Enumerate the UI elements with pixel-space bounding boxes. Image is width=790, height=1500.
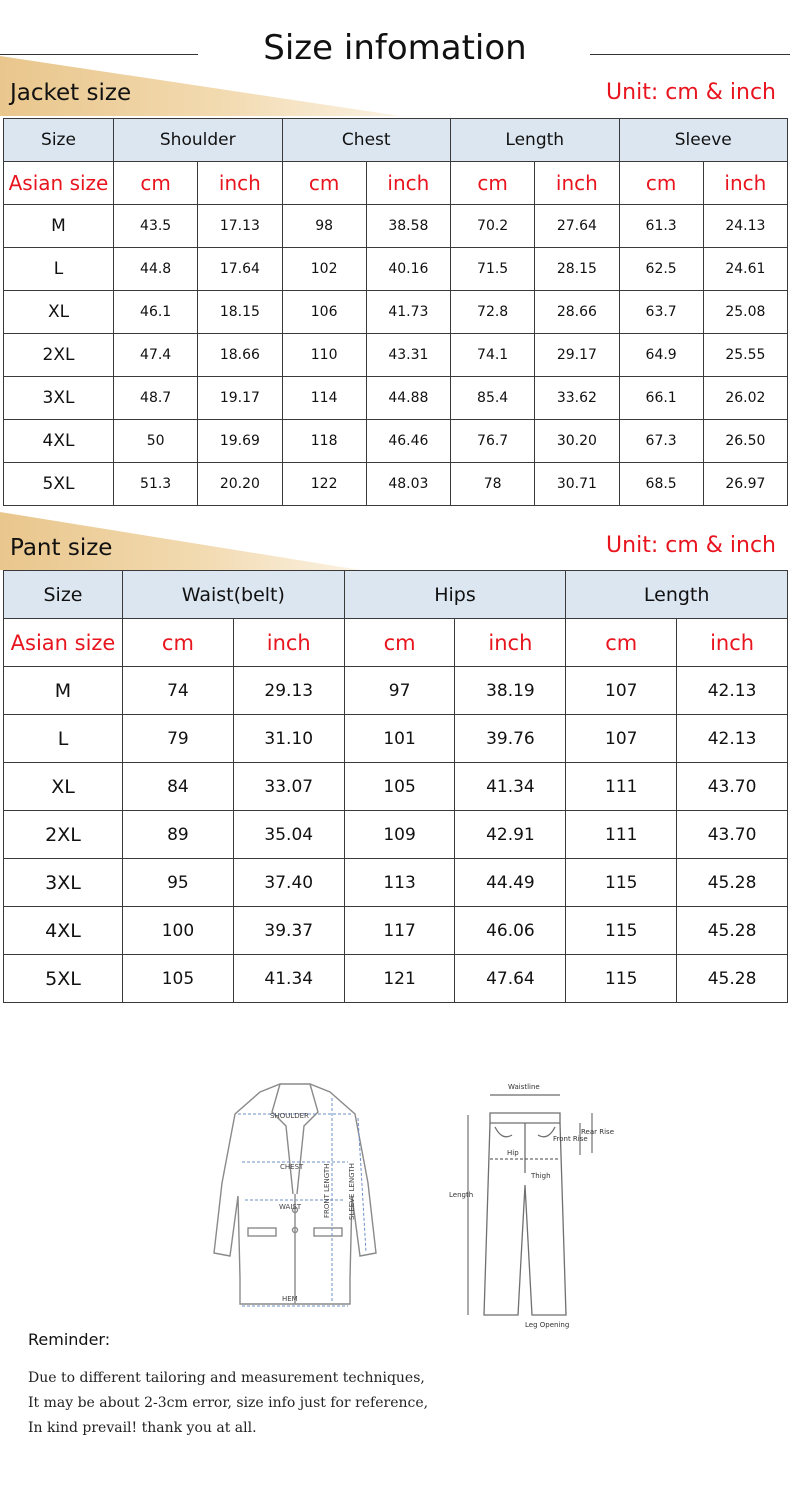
table-header-row [4,119,788,162]
jacket-pocket-left [248,1228,276,1236]
header-waist: Waist(belt) [123,571,345,619]
value-cell: 24.61 [703,248,787,291]
value-cell: 30.71 [535,463,619,506]
table-row [4,205,788,248]
size-cell: XL [4,291,114,334]
label-sleeve-length: SLEEVE LENGTH [348,1163,356,1220]
unit-cell: inch [198,162,282,205]
value-cell: 115 [566,859,677,907]
value-cell: 38.58 [366,205,450,248]
label-front-rise: Front Rise [553,1135,588,1143]
sleeve-length-measure-line [358,1118,366,1252]
value-cell: 63.7 [619,291,703,334]
value-cell: 47.4 [114,334,198,377]
size-cell: M [4,205,114,248]
jacket-section-label: Jacket size [10,80,132,106]
value-cell: 111 [566,811,677,859]
value-cell: 109 [344,811,455,859]
reminder-line: It may be about 2-3cm error, size info just for reference, [28,1395,429,1411]
value-cell: 19.69 [198,420,282,463]
unit-cell: inch [677,619,788,667]
unit-cell: inch [535,162,619,205]
value-cell: 17.13 [198,205,282,248]
value-cell: 97 [344,667,455,715]
value-cell: 39.37 [233,907,344,955]
value-cell: 78 [451,463,535,506]
value-cell: 62.5 [619,248,703,291]
jacket-measurement-diagram [200,1078,390,1313]
asian-size-label: Asian size [4,619,123,667]
value-cell: 117 [344,907,455,955]
value-cell: 106 [282,291,366,334]
table-row [4,811,788,859]
header-chest: Chest [282,119,451,162]
value-cell: 33.62 [535,377,619,420]
unit-cell: inch [455,619,566,667]
value-cell: 114 [282,377,366,420]
value-cell: 113 [344,859,455,907]
size-cell: L [4,248,114,291]
asian-size-label: Asian size [4,162,114,205]
jacket-unit-label: Unit: cm & inch [606,80,776,105]
unit-cell: cm [344,619,455,667]
value-cell: 29.17 [535,334,619,377]
value-cell: 115 [566,907,677,955]
value-cell: 18.15 [198,291,282,334]
size-cell: XL [4,763,123,811]
unit-cell: cm [114,162,198,205]
size-cell: 3XL [4,859,123,907]
unit-cell: cm [566,619,677,667]
value-cell: 42.91 [455,811,566,859]
value-cell: 68.5 [619,463,703,506]
value-cell: 26.02 [703,377,787,420]
table-row [4,334,788,377]
value-cell: 20.20 [198,463,282,506]
table-row [4,955,788,1003]
table-row [4,377,788,420]
unit-cell: cm [619,162,703,205]
value-cell: 61.3 [619,205,703,248]
value-cell: 44.49 [455,859,566,907]
value-cell: 42.13 [677,667,788,715]
value-cell: 45.28 [677,859,788,907]
value-cell: 44.8 [114,248,198,291]
label-hip: Hip [507,1149,519,1157]
value-cell: 47.64 [455,955,566,1003]
value-cell: 111 [566,763,677,811]
jacket-size-table [3,118,788,506]
value-cell: 95 [123,859,234,907]
size-cell: 2XL [4,334,114,377]
jacket-lapel-right [297,1084,318,1194]
size-cell: 4XL [4,907,123,955]
header-shoulder: Shoulder [114,119,283,162]
value-cell: 42.13 [677,715,788,763]
header-size: Size [4,119,114,162]
label-thigh: Thigh [531,1172,551,1180]
value-cell: 19.17 [198,377,282,420]
size-cell: 5XL [4,463,114,506]
label-front-length: FRONT LENGTH [323,1163,331,1218]
value-cell: 110 [282,334,366,377]
label-waistline: Waistline [508,1083,540,1091]
unit-cell: inch [233,619,344,667]
reminder-line: Due to different tailoring and measurement techniques, [28,1370,425,1386]
size-cell: 2XL [4,811,123,859]
value-cell: 76.7 [451,420,535,463]
unit-cell: inch [366,162,450,205]
value-cell: 43.70 [677,811,788,859]
value-cell: 26.97 [703,463,787,506]
table-row [4,859,788,907]
value-cell: 45.28 [677,955,788,1003]
value-cell: 105 [344,763,455,811]
value-cell: 33.07 [233,763,344,811]
value-cell: 18.66 [198,334,282,377]
label-rear-rise: Rear Rise [581,1128,615,1136]
value-cell: 100 [123,907,234,955]
unit-row [4,619,788,667]
label-chest: CHEST [280,1163,304,1171]
table-header-row [4,571,788,619]
header-size: Size [4,571,123,619]
value-cell: 44.88 [366,377,450,420]
value-cell: 70.2 [451,205,535,248]
value-cell: 84 [123,763,234,811]
value-cell: 48.7 [114,377,198,420]
value-cell: 35.04 [233,811,344,859]
value-cell: 46.06 [455,907,566,955]
unit-cell: inch [703,162,787,205]
value-cell: 25.55 [703,334,787,377]
table-row [4,463,788,506]
unit-row [4,162,788,205]
label-hem: HEM [282,1295,298,1303]
value-cell: 46.1 [114,291,198,334]
value-cell: 28.66 [535,291,619,334]
header-length: Length [566,571,788,619]
value-cell: 46.46 [366,420,450,463]
value-cell: 26.50 [703,420,787,463]
table-row [4,248,788,291]
value-cell: 85.4 [451,377,535,420]
value-cell: 43.70 [677,763,788,811]
value-cell: 37.40 [233,859,344,907]
value-cell: 41.34 [233,955,344,1003]
value-cell: 118 [282,420,366,463]
pant-unit-label: Unit: cm & inch [606,533,776,558]
value-cell: 64.9 [619,334,703,377]
value-cell: 102 [282,248,366,291]
jacket-pocket-right [314,1228,342,1236]
header-sleeve: Sleeve [619,119,788,162]
label-leg-opening: Leg Opening [525,1321,570,1329]
value-cell: 24.13 [703,205,787,248]
value-cell: 30.20 [535,420,619,463]
value-cell: 51.3 [114,463,198,506]
table-row [4,715,788,763]
value-cell: 121 [344,955,455,1003]
value-cell: 107 [566,667,677,715]
value-cell: 107 [566,715,677,763]
value-cell: 31.10 [233,715,344,763]
header-length: Length [451,119,620,162]
value-cell: 17.64 [198,248,282,291]
unit-cell: cm [451,162,535,205]
value-cell: 43.31 [366,334,450,377]
size-cell: 4XL [4,420,114,463]
value-cell: 67.3 [619,420,703,463]
unit-cell: cm [282,162,366,205]
value-cell: 122 [282,463,366,506]
size-cell: 5XL [4,955,123,1003]
pant-pocket [495,1127,512,1137]
value-cell: 66.1 [619,377,703,420]
value-cell: 38.19 [455,667,566,715]
value-cell: 28.15 [535,248,619,291]
label-shoulder: SHOULDER [270,1112,309,1120]
value-cell: 40.16 [366,248,450,291]
value-cell: 101 [344,715,455,763]
table-row [4,667,788,715]
reminder-line: In kind prevail! thank you at all. [28,1420,257,1436]
value-cell: 115 [566,955,677,1003]
header-hips: Hips [344,571,566,619]
value-cell: 43.5 [114,205,198,248]
reminder-title: Reminder: [28,1330,111,1349]
value-cell: 41.73 [366,291,450,334]
table-row [4,763,788,811]
value-cell: 27.64 [535,205,619,248]
jacket-lapel-left [272,1084,293,1194]
size-cell: 3XL [4,377,114,420]
value-cell: 29.13 [233,667,344,715]
pant-section-label: Pant size [10,535,113,561]
value-cell: 25.08 [703,291,787,334]
value-cell: 79 [123,715,234,763]
value-cell: 39.76 [455,715,566,763]
value-cell: 71.5 [451,248,535,291]
size-cell: M [4,667,123,715]
value-cell: 48.03 [366,463,450,506]
value-cell: 72.8 [451,291,535,334]
value-cell: 105 [123,955,234,1003]
table-row [4,291,788,334]
value-cell: 89 [123,811,234,859]
pant-size-table [3,570,788,1003]
value-cell: 98 [282,205,366,248]
page-title: Size infomation [263,28,527,68]
table-row [4,907,788,955]
value-cell: 74.1 [451,334,535,377]
label-length: Length [449,1191,474,1199]
value-cell: 41.34 [455,763,566,811]
value-cell: 45.28 [677,907,788,955]
label-waist: WAIST [279,1203,302,1211]
value-cell: 74 [123,667,234,715]
table-row [4,420,788,463]
unit-cell: cm [123,619,234,667]
pant-measurement-diagram [440,1075,620,1335]
size-cell: L [4,715,123,763]
pant-waistband [490,1113,560,1123]
value-cell: 50 [114,420,198,463]
